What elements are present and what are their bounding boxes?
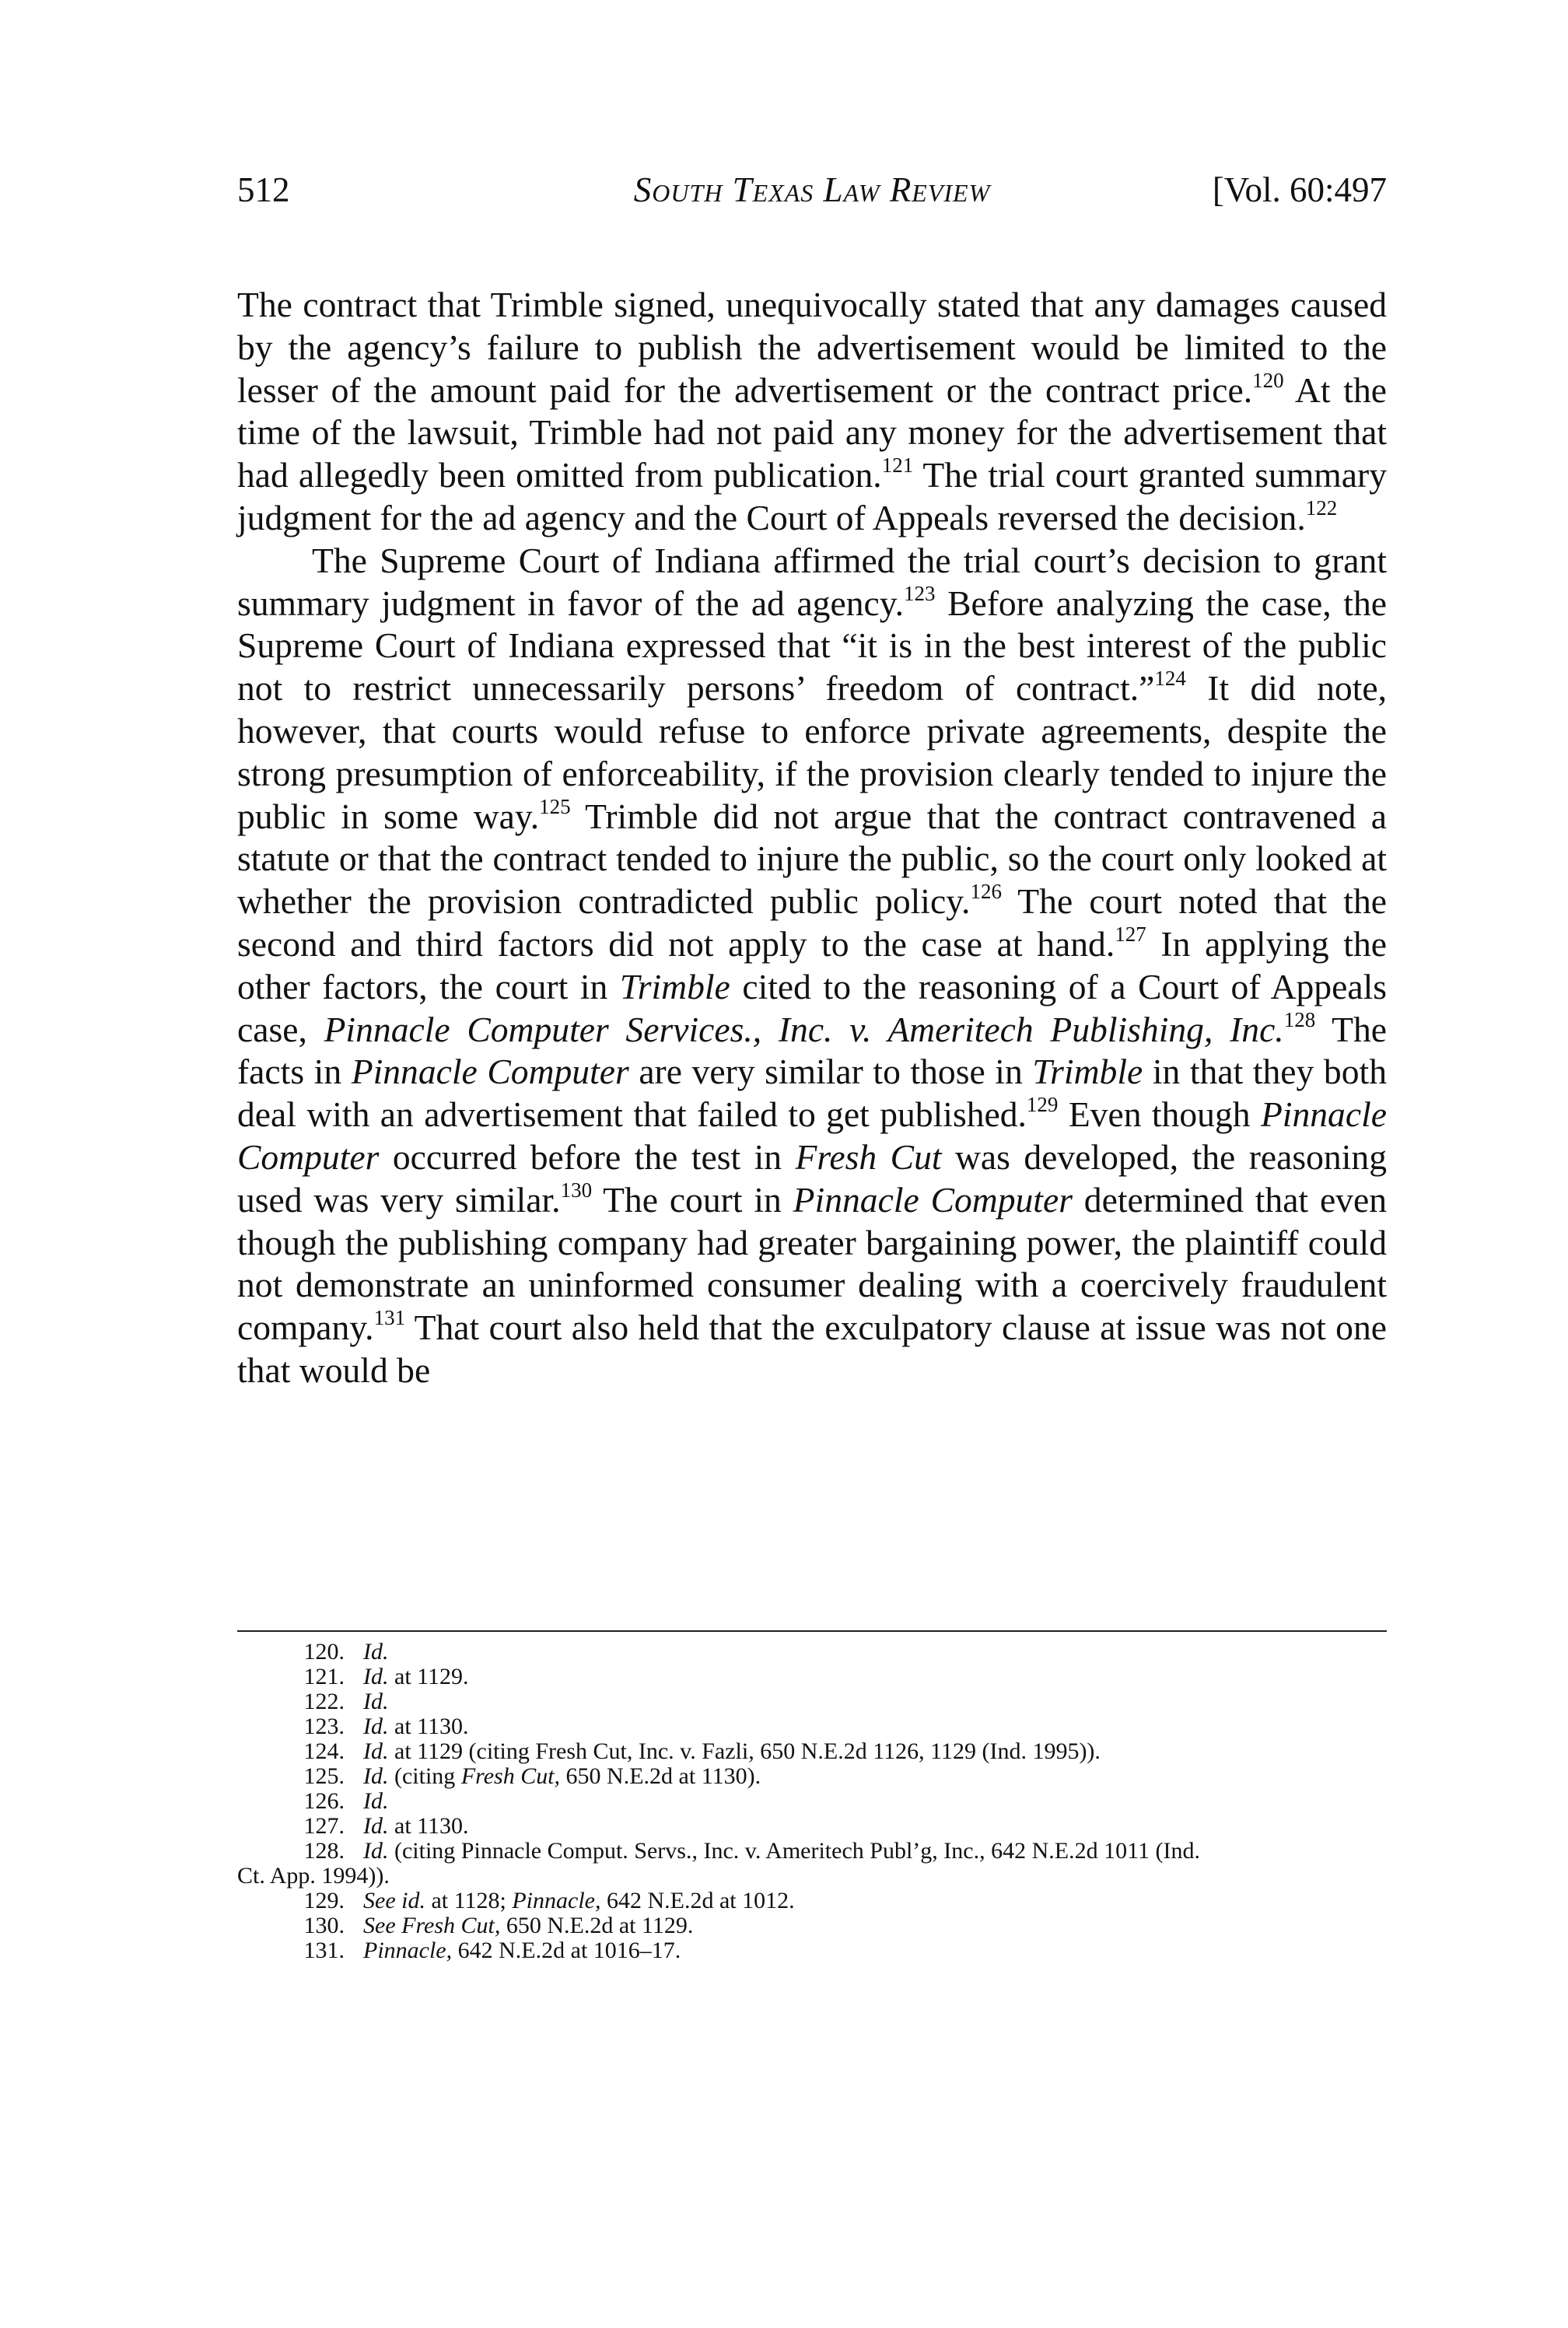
footnote-ref: 123 [903, 581, 936, 605]
footnote-text: 642 N.E.2d at 1012. [600, 1888, 795, 1913]
footnote-number: 120. [303, 1639, 345, 1665]
text-run: Before analyzing the case, the Supreme Court of Indiana expressed that “it is in the best interest of the public not to restrict unnecessarily persons’ freedom of contract.” [237, 583, 1387, 709]
paragraph-1 [237, 284, 1387, 540]
footnote [237, 1689, 1387, 1714]
citation-signal: Id. [363, 1813, 389, 1839]
footnote [237, 1789, 1387, 1814]
footnote-ref: 121 [881, 453, 914, 478]
footnote-text: (citing Pinnacle Comput. Servs., Inc. v. Ameritech Publ’g, Inc., 642 N.E.2d 1011 (Ind. [388, 1838, 1200, 1864]
footnote-text: (citing [388, 1763, 461, 1789]
text-run: cited to the reasoning of a Court of Appeals case, [237, 966, 1387, 1049]
footnote-ref: 125 [539, 794, 571, 818]
body-text [237, 284, 1387, 1392]
footnote-text: at 1130. [388, 1813, 469, 1839]
footnote-text: at 1129. [388, 1664, 469, 1689]
case-name: Trimble [1032, 1052, 1143, 1092]
text-run: The Supreme Court of Indiana affirmed the trial court’s decision to grant summary judgment in favor of the ad agency. [237, 540, 1387, 623]
citation-signal: See Fresh Cut, [363, 1913, 501, 1938]
running-head [237, 166, 1387, 213]
footnote-ref: 128 [1283, 1007, 1316, 1031]
citation-signal: See id. [363, 1888, 425, 1913]
footnote-number: 124. [303, 1738, 345, 1764]
footnote-number: 131. [303, 1938, 345, 1963]
footnote [237, 1764, 1387, 1789]
footnote-ref: 122 [1305, 495, 1338, 520]
case-name: Pinnacle Computer [793, 1179, 1073, 1220]
footnote [237, 1714, 1387, 1739]
paragraph-2 [237, 540, 1387, 1392]
citation-signal: Id. [363, 1763, 389, 1789]
footnote-text: at 1128; [425, 1888, 513, 1913]
footnote-number: 123. [303, 1714, 345, 1739]
text-run: It did note, however, that courts would refuse to enforce private agreements, despite the strong presumption of enforceability, if the provision clearly tended to injure the public in some way. [237, 668, 1387, 836]
text-run: was developed, the reasoning used was very similar. [237, 1136, 1387, 1220]
footnote [237, 1889, 1387, 1913]
citation-signal: Id. [363, 1738, 389, 1764]
footnote-number: 121. [303, 1664, 345, 1689]
text-run: The facts in [237, 1009, 1387, 1092]
footnote-text: 642 N.E.2d at 1016–17. [452, 1938, 681, 1963]
footnote [237, 1938, 1387, 1963]
case-name: Pinnacle Computer Services., Inc. v. Ameritech Publishing, Inc. [324, 1009, 1284, 1049]
footnote-continuation: Ct. App. 1994)). [237, 1863, 390, 1889]
footnote-ref: 126 [970, 880, 1002, 904]
footnote-text: 650 N.E.2d at 1130). [560, 1763, 761, 1789]
citation-signal: Id. [363, 1689, 389, 1714]
case-name: Fresh Cut, [460, 1763, 561, 1789]
footnote [237, 1814, 1387, 1839]
volume-citation: [Vol. 60:497 [1212, 170, 1387, 209]
footnote-text: 650 N.E.2d at 1129. [500, 1913, 694, 1938]
footnote [237, 1665, 1387, 1689]
text-run: Even though [1058, 1094, 1261, 1135]
text-run: in that they both deal with an advertisement that failed to get published. [237, 1052, 1387, 1135]
text-run: The contract that Trimble signed, unequivocally stated that any damages caused by the agency’s failure to publish the advertisement would be limited to the lesser of the amount paid for the advertisement or the contract price. [237, 285, 1387, 410]
text-run: The court noted that the second and third factors did not apply to the case at hand. [237, 881, 1387, 964]
footnote-number: 126. [303, 1788, 345, 1814]
text-run: occurred before the test in [379, 1136, 796, 1177]
footnote [237, 1739, 1387, 1764]
footnote-divider [237, 1630, 1387, 1632]
footnote-ref: 124 [1154, 667, 1186, 691]
text-run: In applying the other factors, the court in [237, 923, 1387, 1006]
citation-signal: Id. [363, 1788, 389, 1814]
text-run: At the time of the lawsuit, Trimble had not paid any money for the advertisement that had allegedly been omitted from publication. [237, 369, 1387, 495]
footnote-ref: 130 [560, 1178, 593, 1202]
footnote-number: 125. [303, 1763, 345, 1789]
footnote-ref: 127 [1115, 922, 1146, 946]
case-name: Pinnacle, [363, 1938, 453, 1963]
footnote-number: 129. [303, 1888, 345, 1913]
footnote-text: at 1130. [388, 1714, 469, 1739]
page-number: 512 [237, 170, 290, 209]
journal-title: South Texas Law Review [633, 170, 991, 209]
citation-signal: Id. [363, 1838, 389, 1864]
footnote-ref: 131 [373, 1306, 406, 1330]
text-run: The court in [592, 1179, 793, 1220]
footnote [237, 1839, 1387, 1889]
footnote-ref: 129 [1026, 1093, 1059, 1117]
footnote-number: 128. [303, 1838, 345, 1864]
text-run: determined that even though the publishing company had greater bargaining power, the plaintiff could not demonstrate an uninformed consumer dealing with a coercively fraudulent company. [237, 1179, 1388, 1348]
footnote-text: at 1129 (citing Fresh Cut, Inc. v. Fazli, 650 N.E.2d 1126, 1129 (Ind. 1995)). [388, 1738, 1101, 1764]
citation-signal: Id. [363, 1664, 389, 1689]
citation-signal: Id. [363, 1639, 389, 1665]
text-run: The trial court granted summary judgment for the ad agency and the Court of Appeals reversed the decision. [237, 455, 1387, 537]
citation-signal: Id. [363, 1714, 389, 1739]
case-name: Pinnacle Computer [351, 1052, 629, 1092]
footnote-number: 122. [303, 1689, 345, 1714]
footnote-number: 127. [303, 1813, 345, 1839]
footnotes [237, 1640, 1387, 1963]
footnote [237, 1913, 1387, 1938]
footnote-number: 130. [303, 1913, 345, 1938]
case-name: Fresh Cut [795, 1136, 942, 1177]
case-name: Pinnacle, [512, 1888, 601, 1913]
footnote-ref: 120 [1252, 368, 1284, 392]
footnote [237, 1640, 1387, 1665]
text-run: That court also held that the exculpatory clause at issue was not one that would be [237, 1308, 1387, 1390]
text-run: Trimble did not argue that the contract contravened a statute or that the contract tended to injure the public, so the court only looked at whether the provision contradicted public policy. [237, 796, 1388, 922]
text-run: are very similar to those in [628, 1052, 1033, 1092]
case-name: Trimble [619, 966, 730, 1006]
case-name: Pinnacle Computer [237, 1094, 1387, 1177]
